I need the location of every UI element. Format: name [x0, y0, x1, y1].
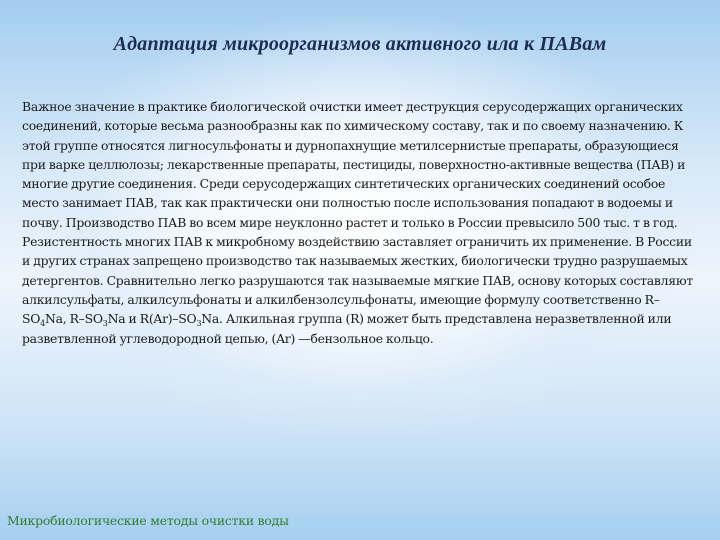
body-text-part-1: Важное значение в практике биологической очистки имеет деструкция серусодержащих органических соединений, которые весьма разнообразны как по химическому составу, так и по своему назначению. К этой группе относятся лигносульфонаты и дурнопахнущие метилсернистые препараты, образующиеся при варке целлюлозы; лекарственные препараты, пестициды, поверхностно-активные вещества (ПАВ) и многие другие соединения. Среди серусодержащих синтетических органических соединений особое место занимает ПАВ, так как практически они полностью после использования попадают в водоемы и почву. Производство ПАВ во всем мире неуклонно растет и только в России превысило 500 тыс. т в год. Резистентность многих ПАВ к микробному воздействию заставляет ограничить их применение. В России и других странах запрещено производство так называемых жестких, биологически трудно разрушаемых детергентов. Сравнительно легко разрушаются так называемые мягкие ПАВ, основу которых составляют алкилсульфаты, алкилсульфонаты и алкилбензолсульфонаты, имеющие формулу соответственно R–SO [22, 99, 693, 327]
body-text-part-4: Na. Алкильная группа (R) может быть представлена неразветвленной или разветвленной углеводородной цепью, (Ar) —бензольное кольцо. [22, 311, 672, 346]
subscript-4: 4 [40, 319, 45, 329]
subscript-3-first: 3 [102, 319, 108, 329]
slide-footer: Микробиологические методы очистки воды [7, 513, 289, 528]
subscript-3-second: 3 [196, 319, 202, 329]
body-paragraph [22, 97, 698, 348]
slide-title: Адаптация микроорганизмов активного ила к ПАВам [113, 33, 607, 55]
body-text-part-2: Na, R–SO [45, 311, 103, 327]
body-text-part-3: Na и R(Ar)–SO [107, 311, 197, 327]
